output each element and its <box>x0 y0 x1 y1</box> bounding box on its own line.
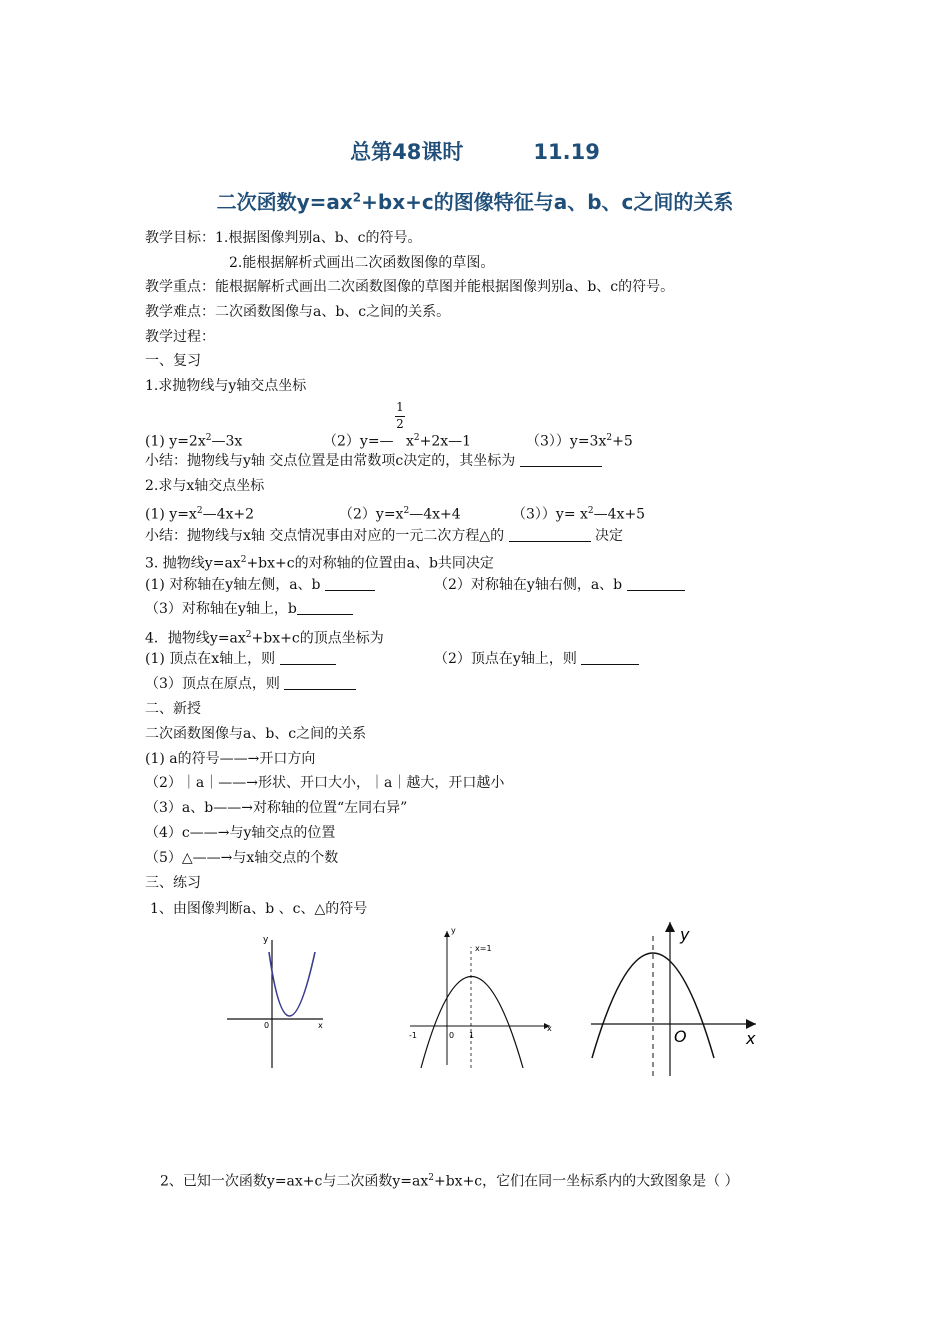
fraction-one-half: $\frac{1}{2}$ <box>396 400 404 431</box>
difficulty: 教学难点：二次函数图像与a、b、c之间的关系。 <box>145 304 451 320</box>
q4-c: （3）顶点在原点，则 <box>145 675 356 693</box>
q4-title: 4．抛物线$y=ax^2+bx+c$的顶点坐标为 <box>145 630 384 647</box>
answer-blank[interactable] <box>284 675 356 690</box>
q1-b: （2）y=— $x^2+2x—1$ <box>323 433 472 450</box>
lesson-header <box>0 136 950 166</box>
q2-b: $(2)y=x^2—4x+4$ <box>339 506 461 523</box>
parabola-curve <box>269 952 315 1016</box>
lesson-date: 11.19 <box>533 140 600 164</box>
goal-2: 2.能根据解析式画出二次函数图像的草图。 <box>229 255 495 271</box>
q3-c: （3）对称轴在y轴上，b <box>145 600 353 618</box>
q3-title: 3. 抛物线$y=ax^2+bx+c$的对称轴的位置由a、b共同决定 <box>145 555 494 572</box>
y-arrow-icon <box>665 922 675 932</box>
svg-text:y: y <box>263 935 269 945</box>
svg-text:x: x <box>318 1021 323 1030</box>
page-title: 二次函数$y=ax^2+bx+c$的图像特征与a、b、c之间的关系 <box>216 190 734 214</box>
svg-text:y: y <box>680 925 690 944</box>
svg-text:0: 0 <box>449 1031 455 1040</box>
answer-blank[interactable] <box>509 527 591 542</box>
practice-q2: 2、已知一次函数y=ax+c与二次函数$y=ax^2+bx+c$，它们在同一坐标系内的大致图象是（ ） <box>160 1173 739 1190</box>
q3-a: (1) 对称轴在y轴左侧，a、b <box>145 576 375 594</box>
parabola-curve <box>592 953 714 1058</box>
practice-q1: 1、由图像判断a、b 、c、△的符号 <box>150 901 368 917</box>
new-item-2: （2）｜a｜——→形状、开口大小，｜a｜越大，开口越小 <box>145 775 505 791</box>
svg-text:O: O <box>674 1027 687 1046</box>
q4-b: （2）顶点在y轴上，则 <box>434 650 639 668</box>
new-item-3: （3）a、b——→对称轴的位置“左同右异” <box>145 800 408 816</box>
section-new: 二、新授 <box>145 701 201 717</box>
q1-title: 1.求抛物线与y轴交点坐标 <box>145 378 307 394</box>
q1-c: $(3))y=3x^2+5$ <box>526 433 633 450</box>
section-practice: 三、练习 <box>145 875 201 891</box>
svg-text:y: y <box>451 926 456 935</box>
new-item-1: (1) a的符号——→开口方向 <box>145 751 316 767</box>
q3-b: （2）对称轴在y轴右侧，a、b <box>434 576 685 594</box>
new-item-5: （5）△——→与x轴交点的个数 <box>145 850 339 866</box>
q4-a: (1) 顶点在x轴上，则 <box>145 650 336 668</box>
graph-1 <box>225 930 335 1070</box>
q2-a: (1) $y=x^2—4x+2$ <box>145 506 255 523</box>
answer-blank[interactable] <box>297 600 353 615</box>
x-arrow-icon <box>746 1019 756 1029</box>
q2-summary: 小结：抛物线与x轴 交点情况事由对应的一元二次方程△的 决定 <box>145 528 624 544</box>
new-item-4: （4）c——→与y轴交点的位置 <box>145 825 336 841</box>
lesson-number: 总第48课时 <box>350 140 464 164</box>
answer-blank[interactable] <box>627 576 685 591</box>
new-intro: 二次函数图像与a、b、c之间的关系 <box>145 726 367 742</box>
section-review: 一、复习 <box>145 353 201 369</box>
q1-summary: 小结：抛物线与y轴 交点位置是由常数项c决定的，其坐标为 <box>145 452 602 470</box>
key-point: 教学重点：能根据解析式画出二次函数图像的草图并能根据图像判别a、b、c的符号。 <box>145 279 675 295</box>
svg-text:x: x <box>746 1029 756 1048</box>
q2-c: $(3))y= x^2—4x+5$ <box>512 506 646 523</box>
svg-text:x=1: x=1 <box>475 944 492 953</box>
q2-title: 2.求与x轴交点坐标 <box>145 478 265 494</box>
svg-text:x: x <box>547 1024 552 1033</box>
graph-3 <box>588 918 763 1078</box>
svg-text:0: 0 <box>264 1021 270 1030</box>
answer-blank[interactable] <box>581 650 639 665</box>
parabola-curve <box>421 977 523 1069</box>
answer-blank[interactable] <box>520 452 602 467</box>
svg-text:-1: -1 <box>409 1031 417 1040</box>
graph-2 <box>405 925 560 1070</box>
goal-1: 教学目标：1.根据图像判别a、b、c的符号。 <box>145 230 422 246</box>
svg-text:1: 1 <box>469 1031 475 1040</box>
answer-blank[interactable] <box>325 576 375 591</box>
answer-blank[interactable] <box>280 650 336 665</box>
y-arrow-icon <box>444 931 450 937</box>
process-label: 教学过程： <box>145 329 215 345</box>
q1-a: (1) $y=2x^2—3x$ <box>145 433 243 450</box>
